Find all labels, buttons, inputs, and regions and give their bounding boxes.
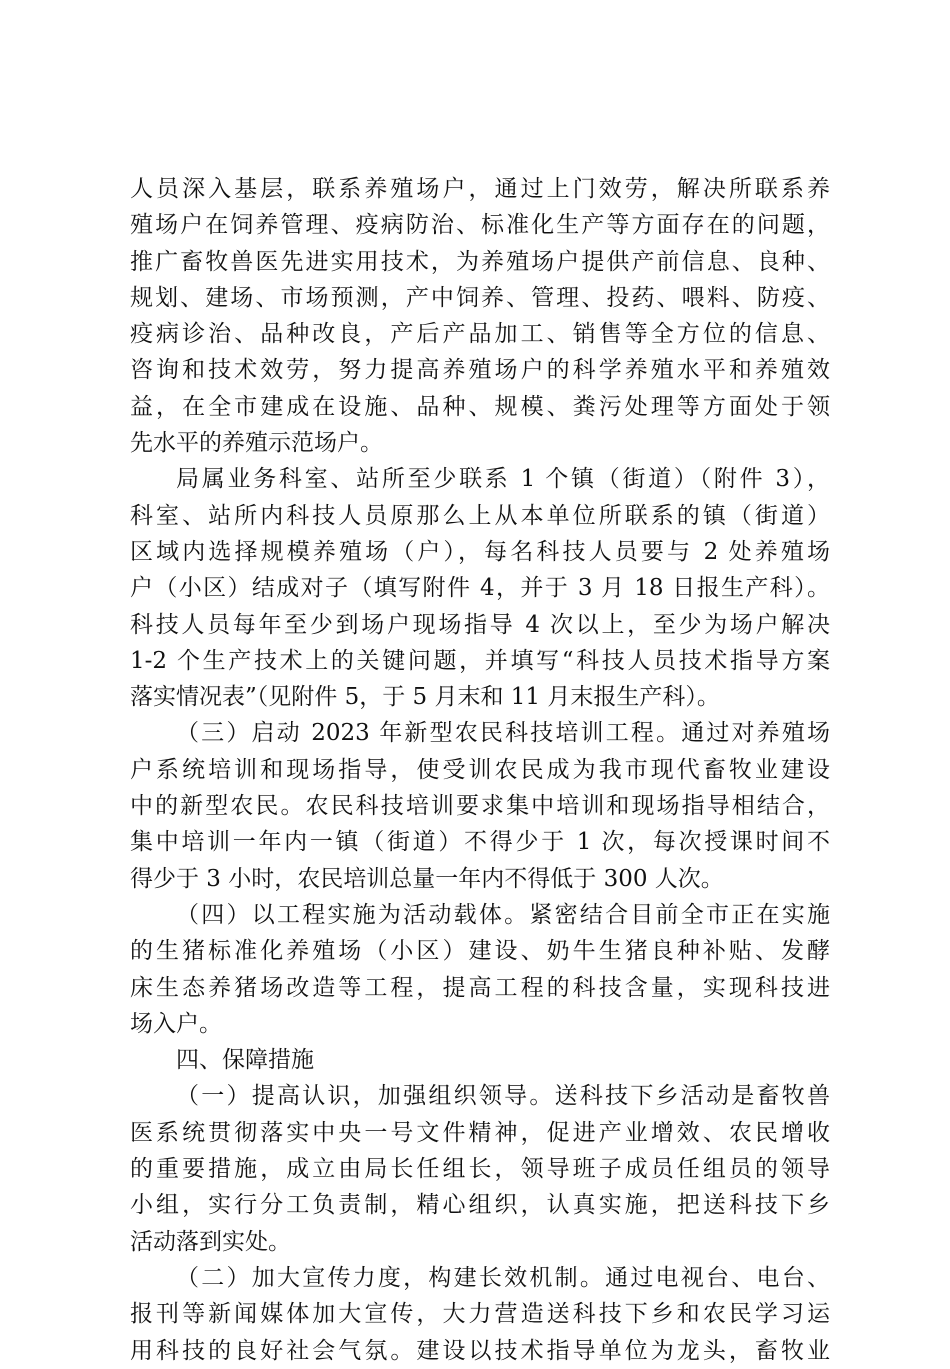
paragraph-line: 户系统培训和现场指导，使受训农民成为我市现代畜牧业建设 [130,756,830,783]
paragraph-line: 先水平的养殖示范场户。 [130,430,383,457]
document-body [130,171,830,1369]
paragraph-line: （二）加大宣传力度，构建长效机制。通过电视台、电台、 [176,1264,830,1291]
paragraph-line: 中的新型农民。农民科技培训要求集中培训和现场指导相结合， [130,793,830,820]
paragraph-line: 床生态养猪场改造等工程，提高工程的科技含量，实现科技进 [130,974,830,1001]
paragraph-line: 户（小区）结成对子（填写附件 4，并于 3 月 18 日报生产科）。 [130,575,830,602]
paragraph-line: 推广畜牧兽医先进实用技术，为养殖场户提供产前信息、良种、 [130,248,830,275]
paragraph-line: 报刊等新闻媒体加大宣传，大力营造送科技下乡和农民学习运 [130,1301,830,1328]
paragraph-line: 规划、建场、市场预测，产中饲养、管理、投药、喂料、防疫、 [130,284,830,311]
paragraph-line: 殖场户在饲养管理、疫病防治、标准化生产等方面存在的问题， [130,212,830,239]
paragraph-line: 用科技的良好社会气氛。建设以技术指导单位为龙头，畜牧业 [130,1337,830,1364]
paragraph-line: 区域内选择规模养殖场（户），每名科技人员要与 2 处养殖场 [130,538,830,565]
paragraph-line: 集中培训一年内一镇（街道）不得少于 1 次，每次授课时间不 [130,829,830,856]
paragraph-line: 活动落到实处。 [130,1228,291,1255]
paragraph-line: 小组，实行分工负责制，精心组织，认真实施，把送科技下乡 [130,1192,830,1219]
paragraph-line: 疫病诊治、品种改良，产后产品加工、销售等全方位的信息、 [130,321,830,348]
paragraph-line: 咨询和技术效劳，努力提高养殖场户的科学养殖水平和养殖效 [130,357,830,384]
paragraph-line: 的生猪标准化养殖场（小区）建设、奶牛生猪良种补贴、发酵 [130,938,830,965]
paragraph-line: 医系统贯彻落实中央一号文件精神，促进产业增效、农民增收 [130,1119,830,1146]
paragraph-line: 科室、站所内科技人员原那么上从本单位所联系的镇（街道） [130,502,830,529]
paragraph-line: 1-2 个生产技术上的关键问题，并填写“科技人员技术指导方案 [130,647,830,674]
paragraph-line: 人员深入基层，联系养殖场户，通过上门效劳，解决所联系养 [130,176,830,202]
paragraph-line: （四）以工程实施为活动载体。紧密结合目前全市正在实施 [176,901,830,928]
paragraph-line: 局属业务科室、站所至少联系 1 个镇（街道）（附件 3）， [176,466,830,493]
paragraph-line: 科技人员每年至少到场户现场指导 4 次以上，至少为场户解决 [130,611,830,638]
paragraph-line: （三）启动 2023 年新型农民科技培训工程。通过对养殖场 [176,720,830,747]
paragraph-line: 的重要措施，成立由局长任组长，领导班子成员任组员的领导 [130,1156,830,1183]
paragraph-line: 场入户。 [130,1010,222,1037]
paragraph-line: 得少于 3 小时，农民培训总量一年内不得低于 300 人次。 [130,865,724,892]
section-heading: 四、保障措施 [176,1047,314,1074]
paragraph-line: 益，在全市建成在设施、品种、规模、粪污处理等方面处于领 [130,393,830,420]
paragraph-line: 落实情况表”（见附件 5，于 5 月末和 11 月末报生产科）。 [130,684,720,711]
paragraph-line: （一）提高认识，加强组织领导。送科技下乡活动是畜牧兽 [176,1083,830,1110]
